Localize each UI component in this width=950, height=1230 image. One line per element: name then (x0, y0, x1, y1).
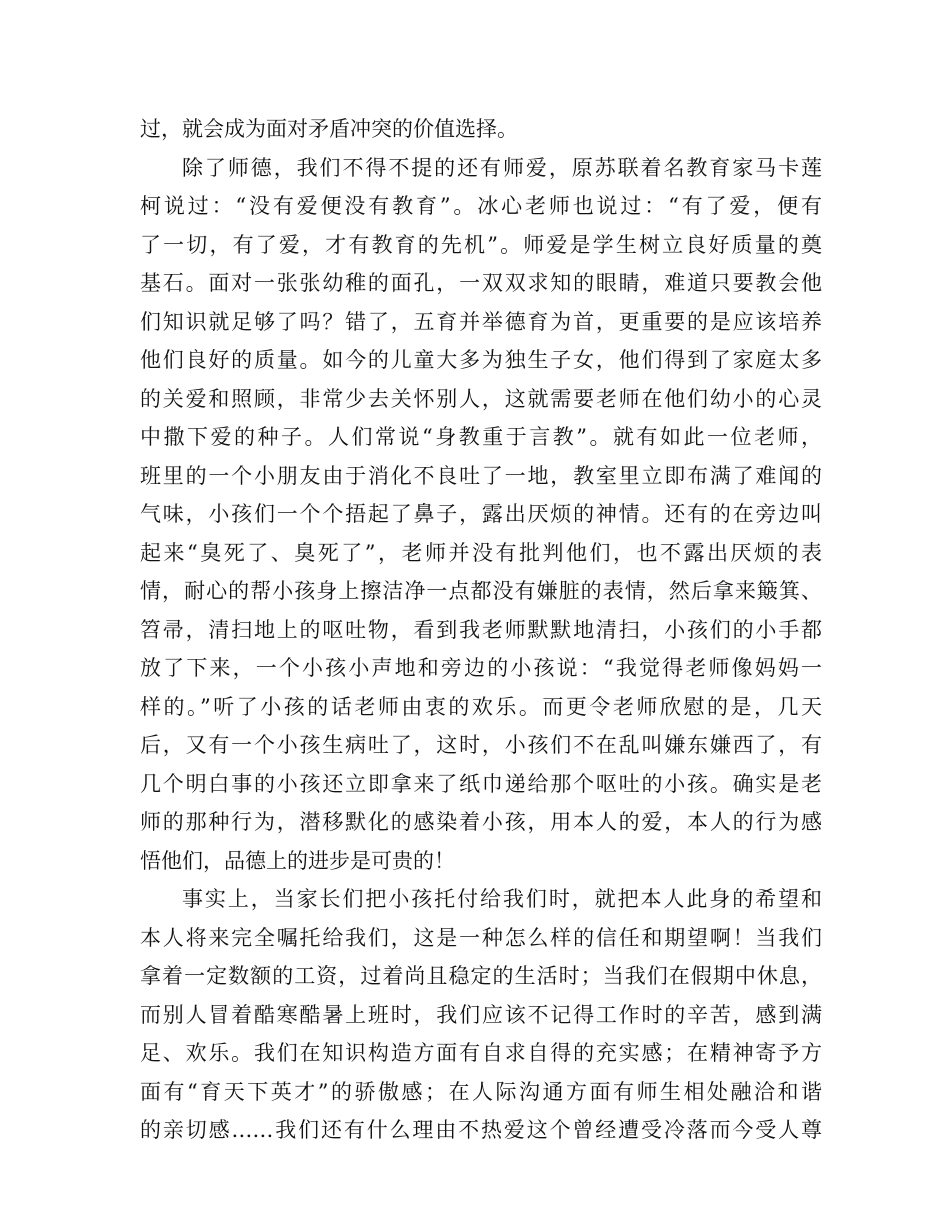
text-line: 气味，小孩们一个个捂起了鼻子，露出厌烦的神情。还有的在旁边叫 (140, 502, 822, 526)
text-line: 班里的一个小朋友由于消化不良吐了一地，教室里立即布满了难闻的 (140, 463, 822, 488)
text-line: 了一切，有了爱，才有教育的先机”。师爱是学生树立良好质量的奠 (140, 232, 822, 257)
text-line: 们知识就足够了吗？错了，五育并举德育为首，更重要的是应该培养 (140, 309, 822, 334)
body-text (140, 110, 822, 1150)
text-line: 后，又有一个小孩生病吐了，这时，小孩们不在乱叫嫌东嫌西了，有 (140, 733, 822, 757)
text-line: 的关爱和照顾，非常少去关怀别人，这就需要老师在他们幼小的心灵 (140, 386, 822, 411)
text-line: 他们良好的质量。如今的儿童大多为独生子女，他们得到了家庭太多 (140, 348, 822, 372)
text-line: 过，就会成为面对矛盾冲突的价值选择。 (140, 117, 518, 141)
text-line: 样的。”听了小孩的话老师由衷的欢乐。而更令老师欣慰的是，几天 (140, 694, 822, 719)
text-line: 柯说过：“没有爱便没有教育”。冰心老师也说过：“有了爱，便有 (140, 194, 822, 218)
text-line: 本人将来完全嘱托给我们，这是一种怎么样的信任和期望啊！当我们 (140, 925, 822, 950)
text-line: 笤帚，清扫地上的呕吐物，看到我老师默默地清扫，小孩们的小手都 (140, 617, 822, 642)
text-line: 基石。面对一张张幼稚的面孔，一双双求知的眼睛，难道只要教会他 (140, 271, 822, 295)
text-line: 足、欢乐。我们在知识构造方面有自求自得的充实感；在精神寄予方 (140, 1041, 822, 1065)
text-line: 悟他们，品德上的进步是可贵的！ (140, 848, 455, 873)
text-line: 拿着一定数额的工资，过着尚且稳定的生活时；当我们在假期中休息， (140, 964, 822, 988)
paragraph-first-line: 事实上，当家长们把小孩托付给我们时，就把本人此身的希望和 (182, 887, 822, 911)
text-line: 师的那种行为，潜移默化的感染着小孩，用本人的爱，本人的行为感 (140, 810, 822, 834)
paragraph-first-line: 除了师德，我们不得不提的还有师爱，原苏联着名教育家马卡莲 (182, 155, 822, 180)
text-line: 而别人冒着酷寒酷暑上班时，我们应该不记得工作时的辛苦，感到满 (140, 1002, 822, 1027)
text-line: 中撒下爱的种子。人们常说“身教重于言教”。就有如此一位老师， (140, 425, 822, 449)
text-line: 起来“臭死了、臭死了”，老师并没有批判他们，也不露出厌烦的表 (140, 540, 822, 565)
text-line: 面有“育天下英才”的骄傲感；在人际沟通方面有师生相处融洽和谐 (140, 1079, 822, 1104)
text-line: 情，耐心的帮小孩身上擦洁净一点都没有嫌脏的表情，然后拿来簸箕、 (140, 579, 822, 603)
text-line: 放了下来，一个小孩小声地和旁边的小孩说：“我觉得老师像妈妈一 (140, 656, 822, 680)
text-line: 几个明白事的小孩还立即拿来了纸巾递给那个呕吐的小孩。确实是老 (140, 771, 822, 796)
text-line: 的亲切感……我们还有什么理由不热爱这个曾经遭受冷落而今受人尊 (140, 1118, 822, 1142)
